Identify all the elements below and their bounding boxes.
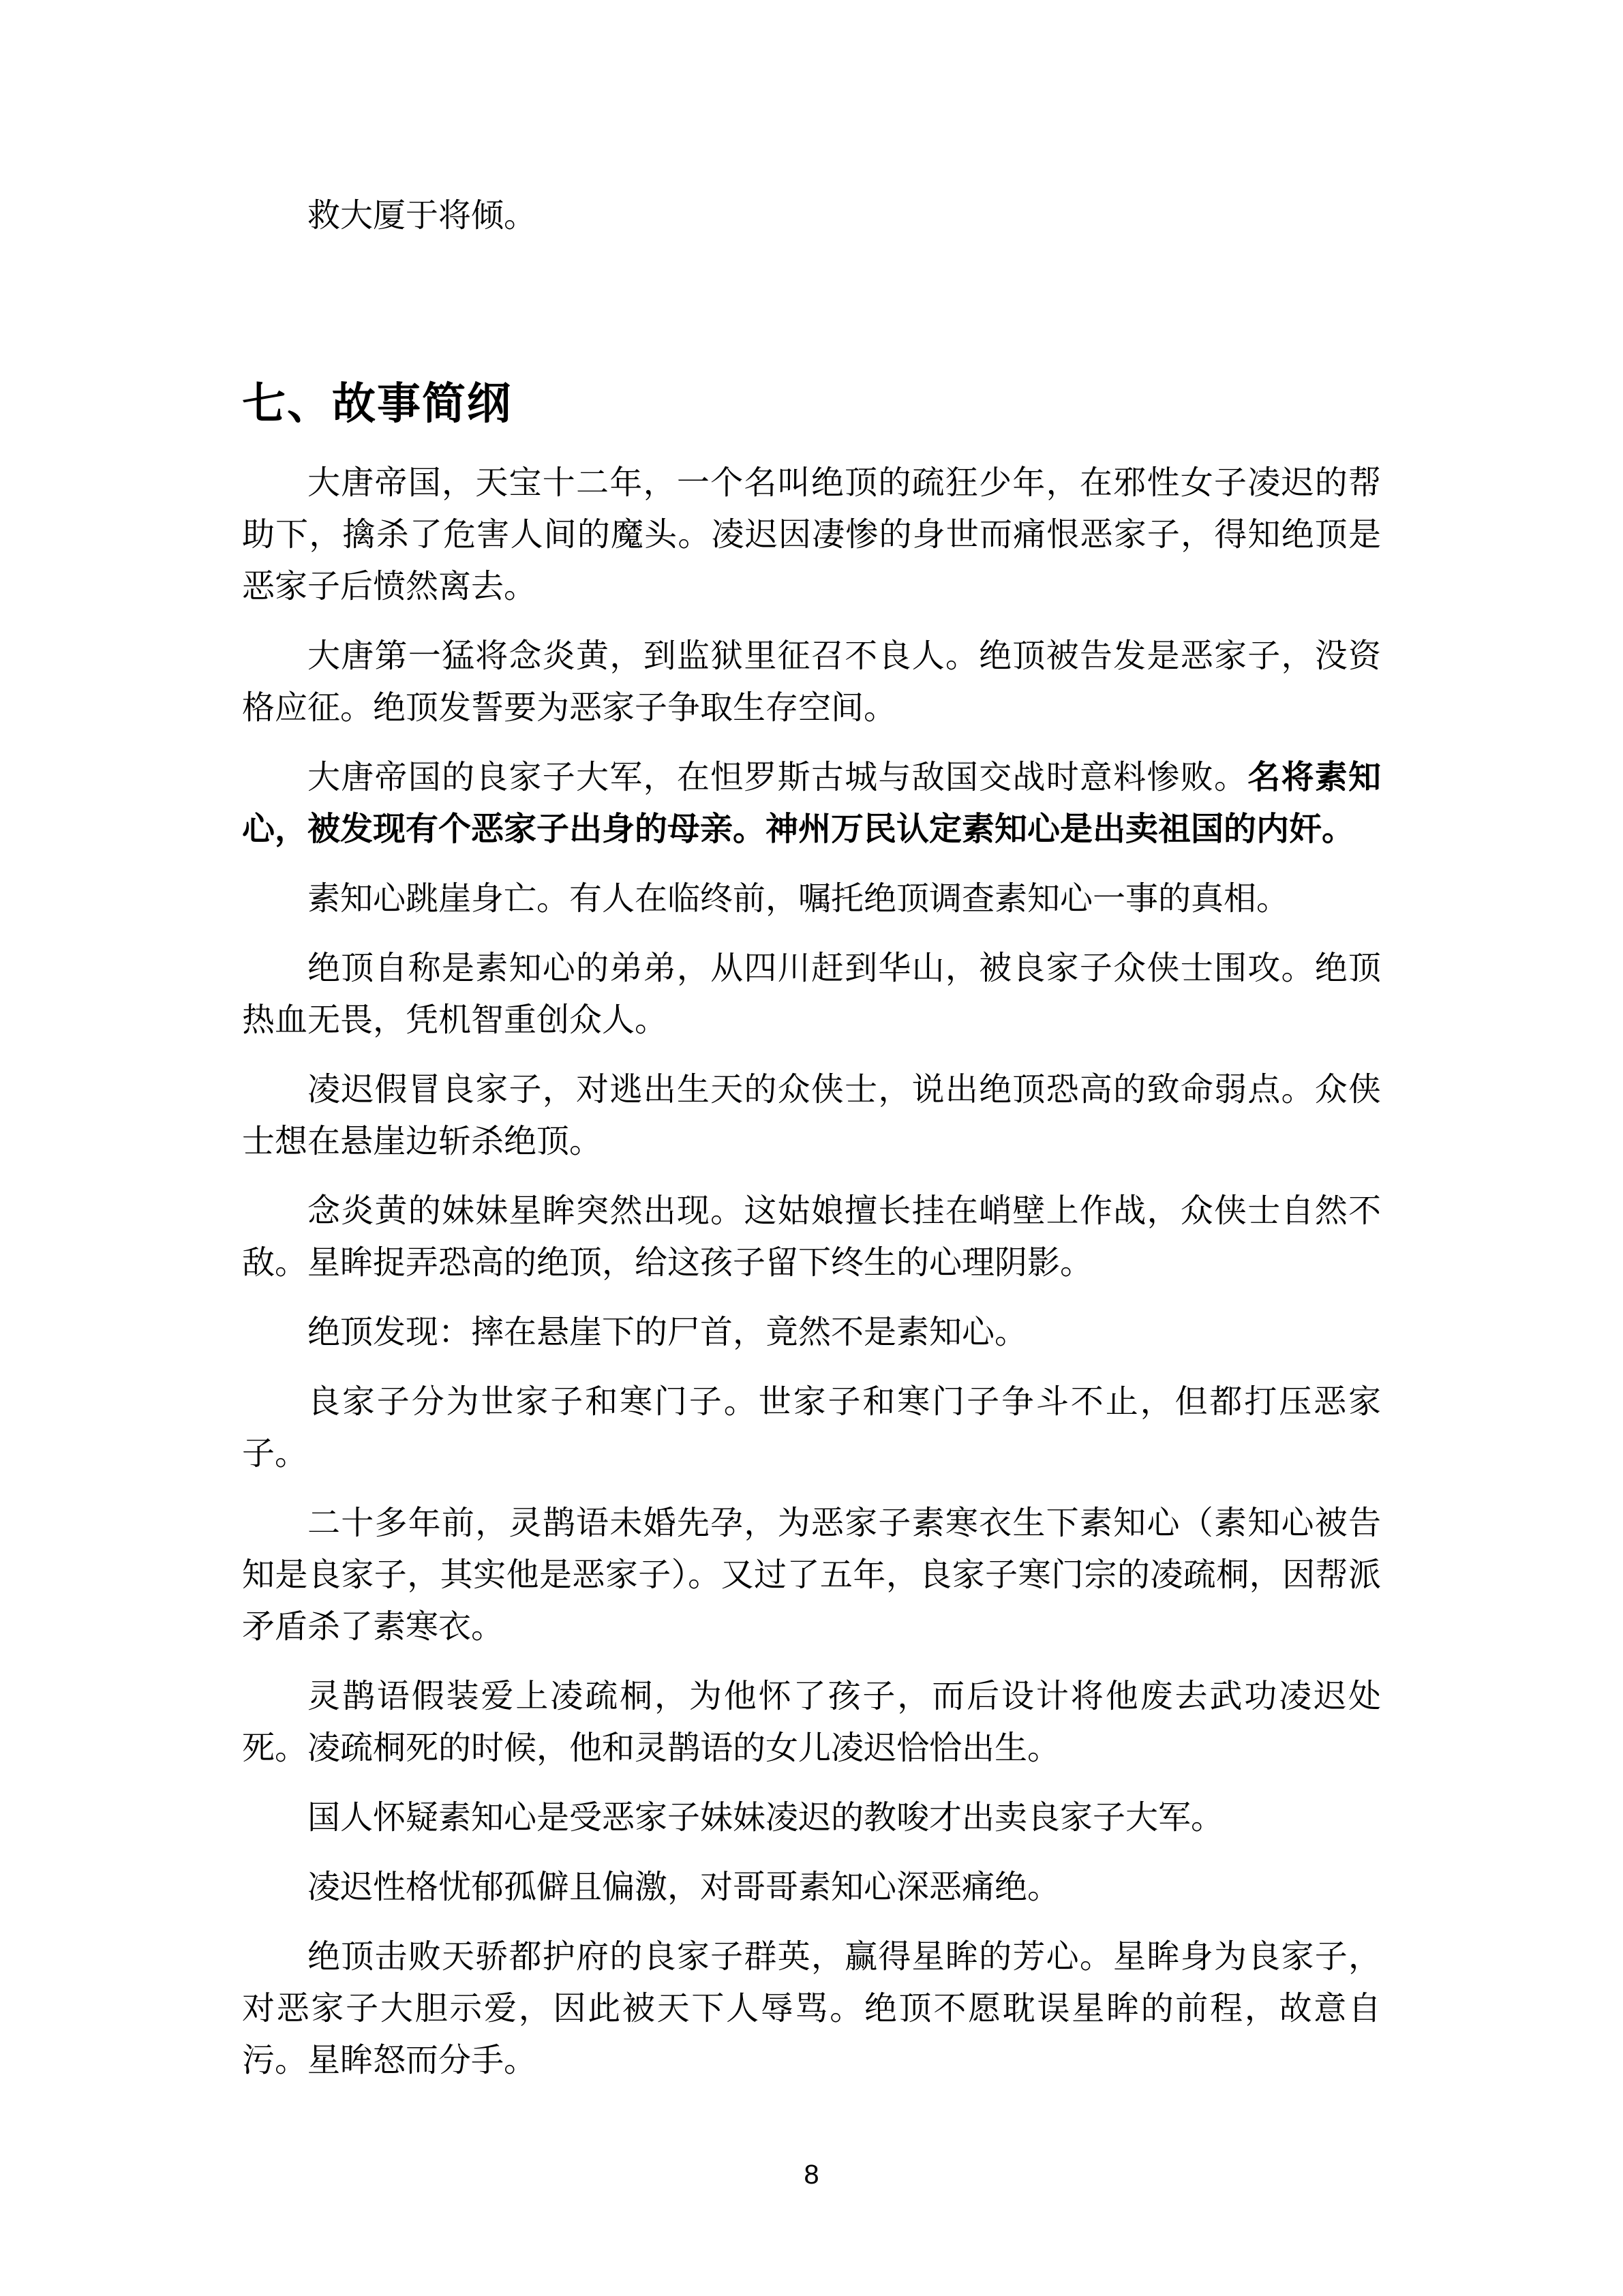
paragraph-run: 大唐帝国，天宝十二年，一个名叫绝顶的疏狂少年，在邪性女子凌迟的帮助下，擒杀了危害人间的魔头。凌迟因凄惨的身世而痛恨恶家子，得知绝顶是恶家子后愤然离去。 bbox=[242, 465, 1381, 605]
paragraph-run: 国人怀疑素知心是受恶家子妹妹凌迟的教唆才出卖良家子大军。 bbox=[307, 1800, 1224, 1836]
story-paragraph bbox=[242, 1671, 1381, 1774]
paragraph-run: 绝顶发现：摔在悬崖下的尸首，竟然不是素知心。 bbox=[307, 1314, 1028, 1350]
story-paragraph bbox=[242, 631, 1381, 734]
carryover-paragraph-line: 救大厦于将倾。 bbox=[307, 198, 537, 234]
paragraph-run-bold: 名将素知心，被发现有个恶家子出身的母亲。神州万民认定素知心是出卖祖国的内奸。 bbox=[242, 759, 1381, 847]
paragraph-run: 大唐第一猛将念炎黄，到监狱里征召不良人。绝顶被告发是恶家子，没资格应征。绝顶发誓要为恶家子争取生存空间。 bbox=[242, 638, 1381, 726]
story-paragraph bbox=[242, 873, 1381, 925]
story-paragraph bbox=[242, 752, 1381, 856]
paragraph-run: 念炎黄的妹妹星眸突然出现。这姑娘擅长挂在峭壁上作战，众侠士自然不敌。星眸捉弄恐高的绝顶，给这孩子留下终生的心理阴影。 bbox=[242, 1193, 1381, 1281]
paragraph-run: 大唐帝国的良家子大军，在怛罗斯古城与敌国交战时意料惨败。 bbox=[307, 759, 1248, 796]
story-paragraph bbox=[242, 1792, 1381, 1844]
story-paragraph bbox=[242, 1376, 1381, 1480]
paragraph-run: 二十多年前，灵鹊语未婚先孕，为恶家子素寒衣生下素知心（素知心被告知是良家子，其实他是恶家子）。又过了五年，良家子寒门宗的凌疏桐，因帮派矛盾杀了素寒衣。 bbox=[242, 1505, 1381, 1645]
paragraph-run: 素知心跳崖身亡。有人在临终前，嘱托绝顶调查素知心一事的真相。 bbox=[307, 881, 1290, 917]
paragraph-run: 凌迟假冒良家子，对逃出生天的众侠士，说出绝顶恐高的致命弱点。众侠士想在悬崖边斩杀绝顶。 bbox=[242, 1072, 1381, 1160]
story-paragraph bbox=[242, 943, 1381, 1046]
story-paragraph bbox=[242, 457, 1381, 613]
paragraph-run: 绝顶自称是素知心的弟弟，从四川赶到华山，被良家子众侠士围攻。绝顶热血无畏，凭机智重创众人。 bbox=[242, 950, 1381, 1038]
story-paragraph bbox=[242, 1931, 1381, 2087]
story-paragraph bbox=[242, 1307, 1381, 1359]
story-paragraph bbox=[242, 1185, 1381, 1289]
paragraph-run: 绝顶击败天骄都护府的良家子群英，赢得星眸的芳心。星眸身为良家子，对恶家子大胆示爱，因此被天下人辱骂。绝顶不愿耽误星眸的前程，故意自污。星眸怒而分手。 bbox=[242, 1939, 1381, 2079]
story-outline-paragraphs bbox=[242, 457, 1381, 2087]
story-paragraph bbox=[242, 1498, 1381, 1653]
story-paragraph bbox=[242, 1064, 1381, 1168]
paragraph-run: 良家子分为世家子和寒门子。世家子和寒门子争斗不止，但都打压恶家子。 bbox=[242, 1384, 1381, 1472]
paragraph-run: 凌迟性格忧郁孤僻且偏激，对哥哥素知心深恶痛绝。 bbox=[307, 1869, 1061, 1905]
page-number: 8 bbox=[804, 2160, 819, 2190]
section-heading: 七、故事简纲 bbox=[242, 379, 512, 428]
story-paragraph bbox=[242, 1862, 1381, 1914]
paragraph-run: 灵鹊语假装爱上凌疏桐，为他怀了孩子，而后设计将他废去武功凌迟处死。凌疏桐死的时候，他和灵鹊语的女儿凌迟恰恰出生。 bbox=[242, 1678, 1381, 1766]
